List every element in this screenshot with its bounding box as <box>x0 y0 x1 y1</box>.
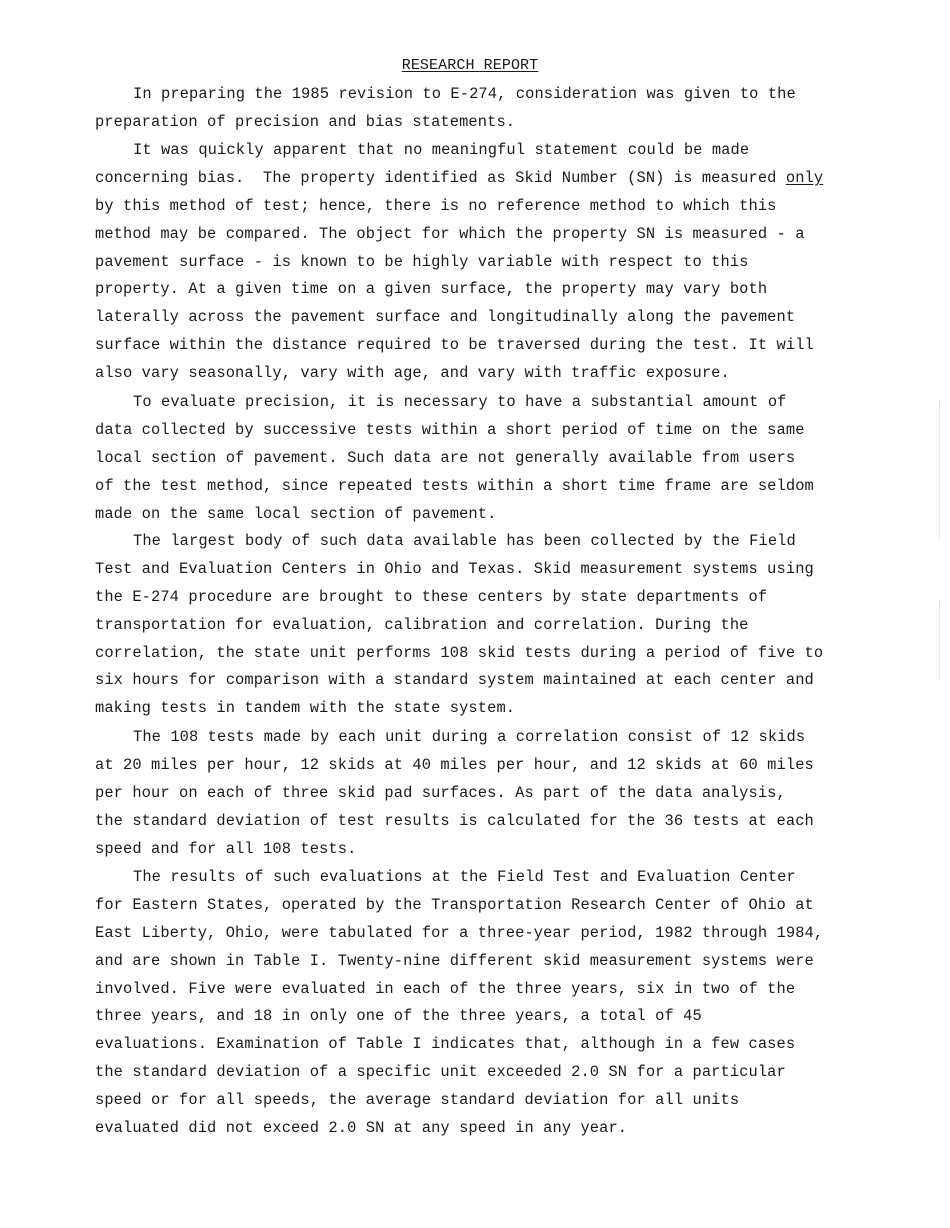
paragraph-3 <box>95 389 855 528</box>
paragraph-4 <box>95 528 855 723</box>
text-line: transportation for evaluation, calibration and correlation. During the <box>95 615 749 634</box>
scan-artifact <box>939 600 942 680</box>
text-line: correlation, the state unit performs 108 skid tests during a period of five to <box>95 643 824 662</box>
text-line: making tests in tandem with the state system. <box>95 699 516 718</box>
text-line: and are shown in Table I. Twenty-nine different skid measurement systems were <box>95 951 814 970</box>
scan-artifact <box>939 400 942 540</box>
text-line: laterally across the pavement surface and longitudinally along the pavement <box>95 308 796 327</box>
text-line: In preparing the 1985 revision to E-274, consideration was given to the <box>133 85 796 103</box>
text-line: pavement surface - is known to be highly variable with respect to this <box>95 252 749 271</box>
text-line: by this method of test; hence, there is no reference method to which this <box>95 196 777 215</box>
text-line: The largest body of such data available has been collected by the Field <box>133 532 796 550</box>
text-line: local section of pavement. Such data are not generally available from users <box>95 448 796 467</box>
text-line: also vary seasonally, vary with age, and vary with traffic exposure. <box>95 364 730 383</box>
text-line: The 108 tests made by each unit during a correlation consist of 12 skids <box>133 728 806 746</box>
report-title: RESEARCH REPORT <box>401 57 539 74</box>
text-line: surface within the distance required to be traversed during the test. It will <box>95 336 814 355</box>
text-line: the E-274 procedure are brought to these centers by state departments of <box>95 587 768 606</box>
text-line: speed and for all 108 tests. <box>95 839 357 858</box>
text-line: made on the same local section of pavement. <box>95 504 497 523</box>
text-line: evaluated did not exceed 2.0 SN at any speed in any year. <box>95 1119 628 1138</box>
text-line: preparation of precision and bias statements. <box>95 112 516 131</box>
text-line: It was quickly apparent that no meaningful statement could be made <box>133 141 750 159</box>
paragraph-6 <box>95 864 855 1143</box>
text-segment: concerning bias. The property identified as Skid Number (SN) is measured <box>95 168 786 187</box>
text-line: the standard deviation of a specific unit exceeded 2.0 SN for a particular <box>95 1063 786 1082</box>
text-line: per hour on each of three skid pad surfaces. As part of the data analysis, <box>95 783 786 802</box>
emphasis-word: only <box>785 168 824 187</box>
paragraph-2 <box>95 137 855 388</box>
text-line: for Eastern States, operated by the Transportation Research Center of Ohio at <box>95 895 814 914</box>
text-line: three years, and 18 in only one of the three years, a total of 45 <box>95 1007 702 1026</box>
text-line: the standard deviation of test results is calculated for the 36 tests at each <box>95 811 814 830</box>
text-line: evaluations. Examination of Table I indicates that, although in a few cases <box>95 1035 796 1054</box>
text-line: method may be compared. The object for which the property SN is measured - a <box>95 224 805 243</box>
text-line: To evaluate precision, it is necessary to have a substantial amount of <box>133 393 787 411</box>
paragraph-5 <box>95 724 855 863</box>
text-line: at 20 miles per hour, 12 skids at 40 miles per hour, and 12 skids at 60 miles <box>95 755 814 774</box>
text-line <box>95 165 855 193</box>
text-line: six hours for comparison with a standard system maintained at each center and <box>95 671 814 690</box>
text-line: involved. Five were evaluated in each of the three years, six in two of the <box>95 979 796 998</box>
text-line: of the test method, since repeated tests within a short time frame are seldom <box>95 476 814 495</box>
text-line: property. At a given time on a given surface, the property may vary both <box>95 280 768 299</box>
text-line: speed or for all speeds, the average standard deviation for all units <box>95 1091 740 1110</box>
text-line: data collected by successive tests within a short period of time on the same <box>95 420 805 439</box>
text-line: East Liberty, Ohio, were tabulated for a three-year period, 1982 through 1984, <box>95 923 824 942</box>
paragraph-1 <box>95 81 855 137</box>
text-line: The results of such evaluations at the Field Test and Evaluation Center <box>133 868 796 886</box>
text-line: Test and Evaluation Centers in Ohio and Texas. Skid measurement systems using <box>95 559 814 578</box>
